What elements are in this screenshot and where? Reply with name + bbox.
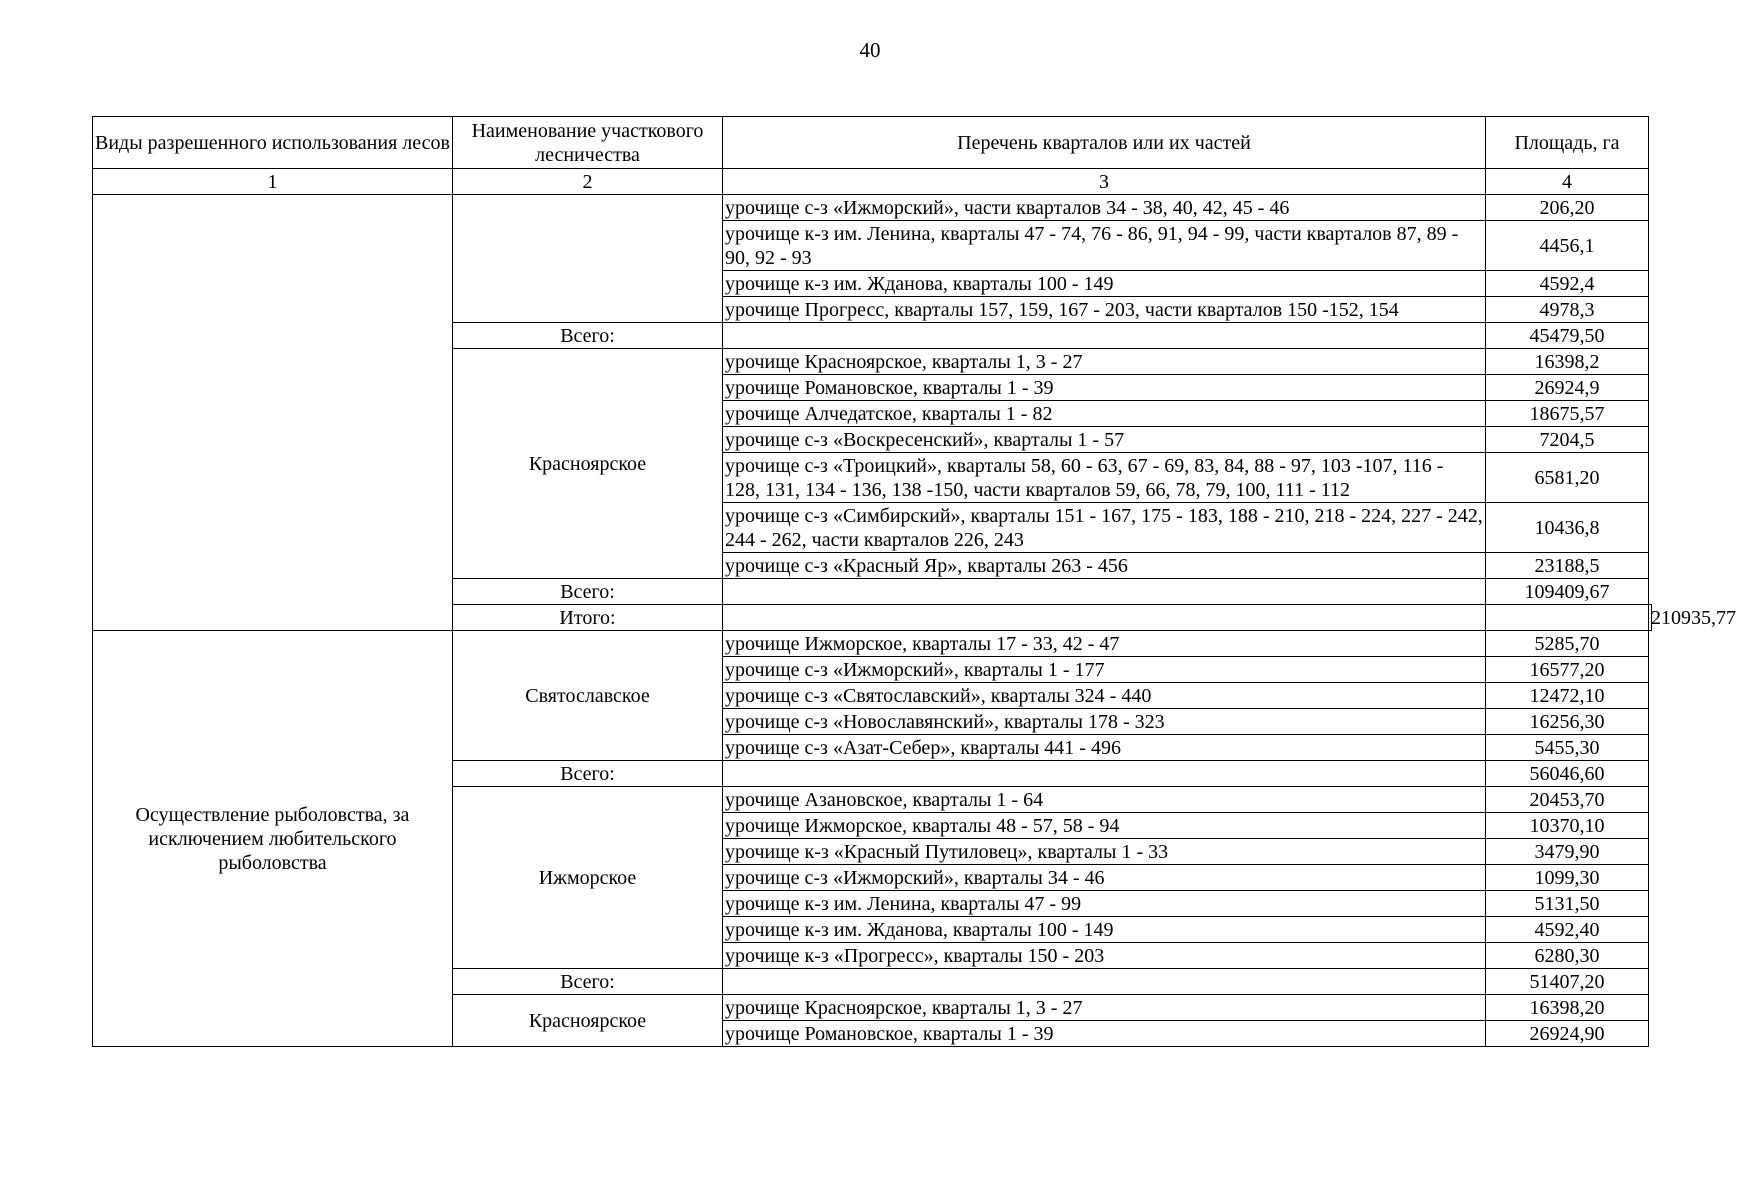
quarters-cell: урочище Прогресс, кварталы 157, 159, 167 - 203, части кварталов 150 -152, 154	[723, 297, 1486, 323]
empty-cell	[723, 579, 1486, 605]
quarters-cell: урочище с-з «Воскресенский», кварталы 1 - 57	[723, 427, 1486, 453]
quarters-cell: урочище Ижморское, кварталы 48 - 57, 58 - 94	[723, 813, 1486, 839]
area-cell: 3479,90	[1486, 839, 1649, 865]
table-row	[93, 631, 1652, 657]
quarters-cell: урочище к-з им. Жданова, кварталы 100 - 149	[723, 917, 1486, 943]
quarters-cell: урочище Красноярское, кварталы 1, 3 - 27	[723, 349, 1486, 375]
quarters-cell: урочище с-з «Ижморский», кварталы 1 - 177	[723, 657, 1486, 683]
column-number-row	[93, 169, 1652, 195]
header-area: Площадь, га	[1486, 117, 1649, 169]
header-district: Наименование участкового лесничества	[453, 117, 723, 169]
empty-cell	[723, 969, 1486, 995]
quarters-cell: урочище с-з «Красный Яр», кварталы 263 - 456	[723, 553, 1486, 579]
area-cell: 10370,10	[1486, 813, 1649, 839]
quarters-cell: урочище с-з «Троицкий», кварталы 58, 60 - 63, 67 - 69, 83, 84, 88 - 97, 103 -107, 116 - 128, 131, 134 - 136, 138 -150, части кварталов 59, 66, 78, 79, 100, 111 - 112	[723, 453, 1486, 503]
area-cell: 26924,90	[1486, 1021, 1649, 1047]
quarters-cell: урочище Ижморское, кварталы 17 - 33, 42 - 47	[723, 631, 1486, 657]
area-cell: 23188,5	[1486, 553, 1649, 579]
use-type-name: Осуществление рыболовства, за исключением любительского рыболовства	[93, 631, 453, 1047]
quarters-cell: урочище Красноярское, кварталы 1, 3 - 27	[723, 995, 1486, 1021]
area-cell: 1099,30	[1486, 865, 1649, 891]
district-cell-empty	[453, 195, 723, 323]
area-cell: 4978,3	[1486, 297, 1649, 323]
quarters-cell: урочище с-з «Ижморский», части кварталов 34 - 38, 40, 42, 45 - 46	[723, 195, 1486, 221]
quarters-cell: урочище с-з «Святославский», кварталы 324 - 440	[723, 683, 1486, 709]
area-cell: 4592,4	[1486, 271, 1649, 297]
quarters-cell: урочище с-з «Азат-Себер», кварталы 441 - 496	[723, 735, 1486, 761]
district-name: Ижморское	[453, 787, 723, 969]
subtotal-label: Всего:	[453, 579, 723, 605]
area-cell: 18675,57	[1486, 401, 1649, 427]
column-number: 2	[453, 169, 723, 195]
area-cell: 10436,8	[1486, 503, 1649, 553]
column-number: 4	[1486, 169, 1649, 195]
area-cell: 6581,20	[1486, 453, 1649, 503]
subtotal-area: 51407,20	[1486, 969, 1649, 995]
empty-cell	[723, 761, 1486, 787]
district-name: Святославское	[453, 631, 723, 761]
table-row	[93, 195, 1652, 221]
use-type-cell-empty	[93, 195, 453, 631]
quarters-cell: урочище к-з им. Ленина, кварталы 47 - 74, 76 - 86, 91, 94 - 99, части кварталов 87, 89 - 90, 92 - 93	[723, 221, 1486, 271]
subtotal-label: Всего:	[453, 969, 723, 995]
table-header-row	[93, 117, 1652, 169]
area-cell: 16398,20	[1486, 995, 1649, 1021]
area-cell: 6280,30	[1486, 943, 1649, 969]
area-cell: 206,20	[1486, 195, 1649, 221]
quarters-cell: урочище с-з «Ижморский», кварталы 34 - 46	[723, 865, 1486, 891]
quarters-cell: урочище с-з «Новославянский», кварталы 178 - 323	[723, 709, 1486, 735]
area-cell: 4592,40	[1486, 917, 1649, 943]
district-name: Красноярское	[453, 995, 723, 1047]
subtotal-area: 109409,67	[1486, 579, 1649, 605]
quarters-cell: урочище к-з «Прогресс», кварталы 150 - 203	[723, 943, 1486, 969]
area-cell: 5455,30	[1486, 735, 1649, 761]
quarters-cell: урочище Алчедатское, кварталы 1 - 82	[723, 401, 1486, 427]
grand-total-area: 210935,77	[1649, 605, 1652, 631]
quarters-cell: урочище к-з им. Жданова, кварталы 100 - 149	[723, 271, 1486, 297]
quarters-cell: урочище Романовское, кварталы 1 - 39	[723, 375, 1486, 401]
area-cell: 16577,20	[1486, 657, 1649, 683]
quarters-cell: урочище к-з «Красный Путиловец», кварталы 1 - 33	[723, 839, 1486, 865]
subtotal-area: 45479,50	[1486, 323, 1649, 349]
header-use-type: Виды разрешенного использования лесов	[93, 117, 453, 169]
subtotal-label: Всего:	[453, 761, 723, 787]
area-cell: 26924,9	[1486, 375, 1649, 401]
area-cell: 7204,5	[1486, 427, 1649, 453]
empty-cell	[723, 605, 1486, 631]
empty-cell	[723, 323, 1486, 349]
header-quarters: Перечень кварталов или их частей	[723, 117, 1486, 169]
area-cell: 16256,30	[1486, 709, 1649, 735]
forest-use-table	[92, 116, 1736, 1047]
quarters-cell: урочище к-з им. Ленина, кварталы 47 - 99	[723, 891, 1486, 917]
district-name: Красноярское	[453, 349, 723, 579]
area-cell: 5131,50	[1486, 891, 1649, 917]
area-cell: 12472,10	[1486, 683, 1649, 709]
area-cell: 5285,70	[1486, 631, 1649, 657]
grand-total-label: Итого:	[453, 605, 723, 631]
quarters-cell: урочище Романовское, кварталы 1 - 39	[723, 1021, 1486, 1047]
subtotal-area: 56046,60	[1486, 761, 1649, 787]
area-cell: 16398,2	[1486, 349, 1649, 375]
page-number: 40	[859, 38, 881, 62]
column-number: 3	[723, 169, 1486, 195]
subtotal-label: Всего:	[453, 323, 723, 349]
quarters-cell: урочище Азановское, кварталы 1 - 64	[723, 787, 1486, 813]
quarters-cell: урочище с-з «Симбирский», кварталы 151 - 167, 175 - 183, 188 - 210, 218 - 224, 227 - 242, 244 - 262, части кварталов 226, 243	[723, 503, 1486, 553]
column-number: 1	[93, 169, 453, 195]
area-cell: 4456,1	[1486, 221, 1649, 271]
empty-cell	[1486, 605, 1649, 631]
area-cell: 20453,70	[1486, 787, 1649, 813]
